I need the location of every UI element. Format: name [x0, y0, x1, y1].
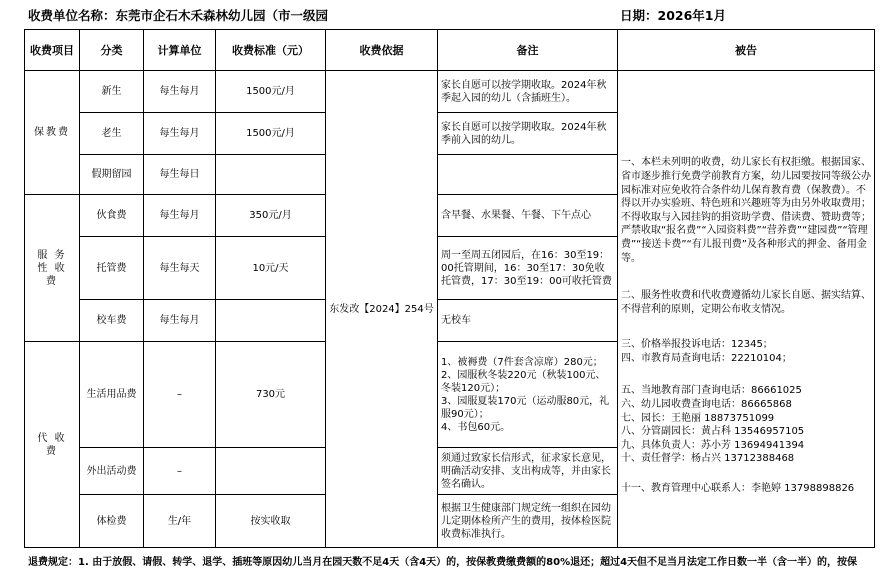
row-unit: 生/年 — [144, 495, 216, 548]
row-subcategory: 校车费 — [80, 300, 144, 342]
row-fee — [216, 448, 326, 495]
refund-rules-footer: 退费规定：1. 由于放假、请假、转学、退学、插班等原因幼儿当月在园天数不足4天（含4天）的，按保教费缴费额的80%退还；超过4天但不足当月法定工作日数一半（含一半）的，按保 — [28, 557, 858, 568]
row-unit: 每生每月 — [144, 195, 216, 237]
row-note: 根据卫生健康部门规定统一组织在园幼儿定期体检所产生的费用，按体检医院收费标准执行。 — [438, 495, 618, 548]
row-note — [438, 155, 618, 195]
row-note: 无校车 — [438, 300, 618, 342]
row-unit: 每生每天 — [144, 237, 216, 300]
row-unit: 每生每月 — [144, 300, 216, 342]
category-care-fee: 保教费 — [25, 71, 80, 195]
col-header-unit: 计算单位 — [144, 30, 216, 71]
row-note: 1、被褥费（7件套含凉席）280元；2、园服秋冬装220元（秋装100元、冬装120元）； 3、园服夏装170元（运动服80元，礼服90元）； 4、书包60元。 — [438, 342, 618, 448]
row-subcategory: 老生 — [80, 113, 144, 155]
fee-table — [24, 29, 875, 548]
warning-item: 二、服务性收费和代收费遵循幼儿家长自愿、据实结算、不得营利的原则，定期公布收支情况。 — [621, 290, 871, 315]
row-subcategory: 托管费 — [80, 237, 144, 300]
col-header-basis: 收费依据 — [326, 30, 438, 71]
table-header-row — [25, 30, 875, 71]
row-note: 家长自愿可以按学期收取。2024年秋季起入园的幼儿（含插班生）。 — [438, 71, 618, 113]
row-subcategory: 新生 — [80, 71, 144, 113]
header-date: 日期：2026年1月 — [620, 8, 726, 23]
row-unit: – — [144, 342, 216, 448]
row-unit: 每生每月 — [144, 71, 216, 113]
col-header-note: 备注 — [438, 30, 618, 71]
row-subcategory: 外出活动费 — [80, 448, 144, 495]
warning-panel — [618, 71, 875, 548]
row-note: 周一至周五闭园后，在16：30至19：00托管期间，16：30至17：30免收托管费，17：30至19：00可收托管费 — [438, 237, 618, 300]
row-fee: 350元/月 — [216, 195, 326, 237]
row-unit: – — [144, 448, 216, 495]
warning-item: 五、当地教育部门查询电话：86661025 六、幼儿园收费查询电话：86665868 七、园长：王艳丽 18873751099 八、分管副园长：黄占科 13546957105 九、具体负责人：苏小芳 13694941394 十、责任督学：杨占兴 13712388468 — [621, 385, 805, 465]
warning-item: 十一、教育管理中心联系人：李艳婷 13798898826 — [621, 483, 855, 495]
col-header-subcategory: 分类 — [80, 30, 144, 71]
row-note: 含早餐、水果餐、午餐、下午点心 — [438, 195, 618, 237]
row-fee: 10元/天 — [216, 237, 326, 300]
col-header-fee: 收费标准（元） — [216, 30, 326, 71]
header-unit-name: 收费单位名称：东莞市企石木禾森林幼儿园（市一级园 — [28, 8, 329, 23]
col-header-warning: 被告 — [618, 30, 875, 71]
row-fee — [216, 155, 326, 195]
category-service-fee: 服 务 性 收 费 — [25, 195, 80, 342]
row-fee: 1500元/月 — [216, 113, 326, 155]
row-subcategory: 生活用品费 — [80, 342, 144, 448]
row-fee: 1500元/月 — [216, 71, 326, 113]
row-note: 须通过致家长信形式，征求家长意见，明确活动安排、支出构成等，并由家长签名确认。 — [438, 448, 618, 495]
row-note: 家长自愿可以按学期收取。2024年秋季前入园的幼儿。 — [438, 113, 618, 155]
row-subcategory: 体检费 — [80, 495, 144, 548]
row-unit: 每生每日 — [144, 155, 216, 195]
fee-basis: 东发改【2024】254号 — [326, 71, 438, 548]
warning-item: 一、本栏未列明的收费，幼儿家长有权拒缴。根据国家、省市逐步推行免费学前教育方案，幼儿园要按同等级公办园标准对应免收符合条件幼儿保育教育费（保教费）。不得以开办实验班、特色班和兴趣班等为由另外收取费用；不得收取与入园挂钩的捐资助学费、借读费、赞助费等；严禁收取“报名费”“入园资料费”“营养费”“建园费”“管理费”“接送卡费”“有儿报刊费”及各种形式的押金、备用金等。 — [621, 157, 871, 264]
col-header-item: 收费项目 — [25, 30, 80, 71]
row-fee: 按实收取 — [216, 495, 326, 548]
warning-item: 三、价格举报投诉电话：12345； 四、市教育局查询电话：22210104； — [621, 339, 792, 364]
row-unit: 每生每月 — [144, 113, 216, 155]
row-fee: 730元 — [216, 342, 326, 448]
row-subcategory: 假期留园 — [80, 155, 144, 195]
row-fee — [216, 300, 326, 342]
row-subcategory: 伙食费 — [80, 195, 144, 237]
category-collect-fee: 代 收 费 — [25, 342, 80, 548]
table-row — [25, 71, 875, 113]
